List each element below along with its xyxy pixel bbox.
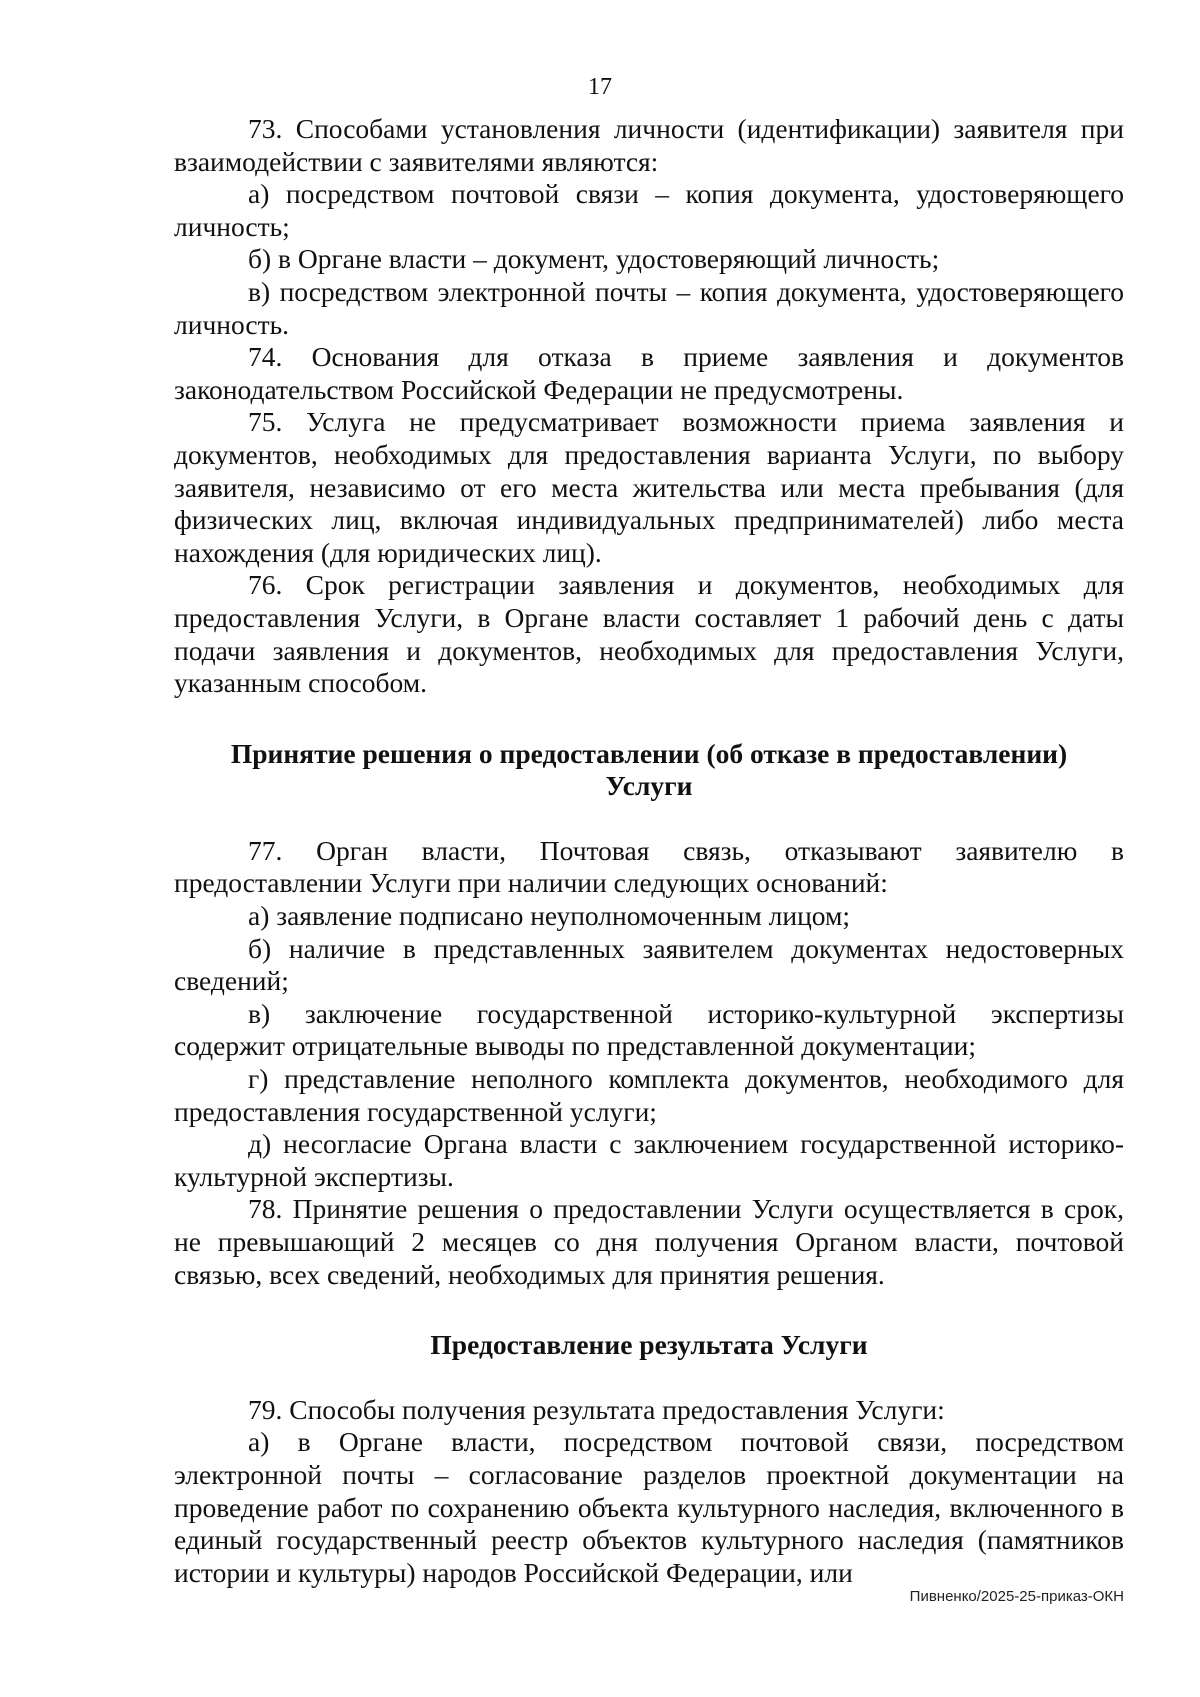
section-heading-decision-line-2: Услуги [605, 770, 693, 802]
section-heading-decision-line-1: Принятие решения о предоставлении (об отказе в предоставлении) [230, 737, 1068, 769]
document-body [174, 113, 1124, 1589]
paragraph-78: 78. Принятие решения о предоставлении Услуги осуществляется в срок, не превышающий 2 месяцев со дня получения Органом власти, почтовой связью, всех сведений, необходимых для принятия решения. [174, 1193, 1124, 1290]
paragraph-77d: г) представление неполного комплекта документов, необходимого для предоставления государственной услуги; [174, 1063, 1124, 1127]
paragraph-75: 75. Услуга не предусматривает возможности приема заявления и документов, необходимых для предоставления варианта Услуги, по выбору заявителя, независимо от его места жительства или места пребывания (для физических лиц, включая индивидуальных предпринимателей) либо места нахождения (для юридических лиц). [174, 406, 1124, 568]
paragraph-77e: д) несогласие Органа власти с заключением государственной историко-культурной экспертизы. [174, 1128, 1124, 1192]
paragraph-77a: а) заявление подписано неуполномоченным лицом; [248, 900, 851, 932]
page-number: 17 [588, 74, 612, 100]
paragraph-77: 77. Орган власти, Почтовая связь, отказывают заявителю в предоставлении Услуги при наличии следующих оснований: [174, 834, 1124, 899]
paragraph-73: 73. Способами установления личности (идентификации) заявителя при взаимодействии с заявителями являются: [174, 113, 1124, 177]
paragraph-77b: б) наличие в представленных заявителем документах недостоверных сведений; [174, 932, 1124, 997]
paragraph-77c: в) заключение государственной историко-культурной экспертизы содержит отрицательные выводы по представленной документации; [174, 997, 1124, 1062]
paragraph-76: 76. Срок регистрации заявления и документов, необходимых для предоставления Услуги, в Органе власти составляет 1 рабочий день с даты подачи заявления и документов, необходимых для предоставления Услуги, указанным способом. [174, 569, 1124, 699]
paragraph-74: 74. Основания для отказа в приеме заявления и документов законодательством Российской Федерации не предусмотрены. [174, 341, 1124, 405]
paragraph-79a: а) в Органе власти, посредством почтовой связи, посредством электронной почты – согласование разделов проектной документации на проведение работ по сохранению объекта культурного наследия, включенного в единый государственный реестр объектов культурного наследия (памятников истории и культуры) народов Российской Федерации, или [174, 1426, 1124, 1588]
paragraph-73c: в) посредством электронной почты – копия документа, удостоверяющего личность. [174, 275, 1124, 340]
paragraph-73b: б) в Органе власти – документ, удостоверяющий личность; [248, 243, 940, 275]
paragraph-79: 79. Способы получения результата предоставления Услуги: [248, 1393, 945, 1425]
section-heading-decision [174, 738, 1124, 803]
paragraph-73a: а) посредством почтовой связи – копия документа, удостоверяющего личность; [174, 178, 1124, 242]
section-heading-result: Предоставление результата Услуги [430, 1329, 868, 1361]
document-footer-id: Пивненко/2025-25-приказ-ОКН [909, 1588, 1124, 1605]
